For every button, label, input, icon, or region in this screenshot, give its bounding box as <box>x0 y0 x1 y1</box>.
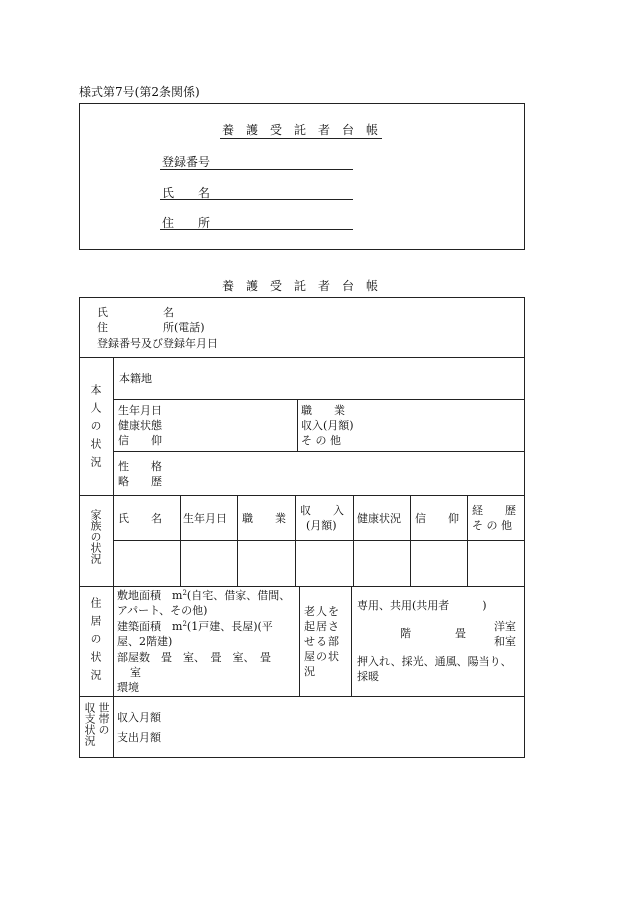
family-col-history: 経 歴 <box>472 504 516 517</box>
finance-section-label-2: 収支状況 <box>83 702 96 746</box>
cover-field-name: 氏 名 <box>162 186 211 200</box>
usage-label: 専用、共用(共用者 ) <box>357 599 487 612</box>
cover-title: 養 護 受 託 者 台 帳 <box>222 123 379 137</box>
housing-section-label: 住居の状況 <box>89 597 102 687</box>
floor-label: 階 畳 <box>400 627 466 640</box>
header-address: 住 所(電話) <box>97 321 205 334</box>
cover-title-underline <box>220 138 382 139</box>
cover-field-address-line <box>160 229 353 230</box>
domicile-label: 本籍地 <box>119 372 152 385</box>
site-area-line: 敷地面積 $m^2$(自宅、借家、借間、 <box>117 589 291 602</box>
character-label: 性 格 <box>118 460 162 473</box>
faith-label: 信 仰 <box>118 434 162 447</box>
western-room-label: 洋室 <box>494 620 516 633</box>
environment-label: 環境 <box>117 681 139 694</box>
history-label: 略 歴 <box>118 475 162 488</box>
family-col-income: 収 入 <box>300 504 344 517</box>
japanese-room-label: 和室 <box>494 635 516 648</box>
family-col-faith: 信 仰 <box>415 512 459 525</box>
birth-date-label: 生年月日 <box>118 404 162 417</box>
rooms-line: 部屋数 畳 室、 畳 室、 畳 <box>117 651 271 664</box>
family-section-label: 家族の状況 <box>89 509 102 564</box>
header-name: 氏 名 <box>97 306 174 319</box>
other-label: そ の 他 <box>301 434 341 447</box>
features-line: 押入れ、採光、通風、陽当り、 <box>357 655 512 668</box>
monthly-expense-label: 支出月額 <box>117 731 161 744</box>
ledger-table <box>79 297 525 758</box>
features-line-2: 採暖 <box>357 670 379 683</box>
ledger-title: 養 護 受 託 者 台 帳 <box>222 279 379 293</box>
family-col-job: 職 業 <box>242 512 286 525</box>
site-area-line-2: アパート、その他) <box>117 604 208 617</box>
header-registration: 登録番号及び登録年月日 <box>97 337 218 350</box>
form-number: 様式第7号(第2条関係) <box>79 85 200 99</box>
cover-field-address: 住 所 <box>162 216 211 230</box>
elder-room-label: 老人を起居させる部屋の状況 <box>304 605 340 678</box>
family-col-name: 氏 名 <box>118 512 162 525</box>
family-col-other: そ の 他 <box>472 519 512 532</box>
finance-section-label-1: 世帯の <box>97 702 110 735</box>
family-col-health: 健康状況 <box>357 512 401 525</box>
monthly-income-label: 収入月額 <box>117 711 161 724</box>
building-area-line: 建築面積 $m^2(1$戸建、長屋)(平 <box>117 620 273 633</box>
health-label: 健康状態 <box>118 419 162 432</box>
family-col-income-unit: (月額) <box>306 519 337 532</box>
cover-field-registration: 登録番号 <box>162 155 211 169</box>
person-section-label: 本人の状況 <box>89 384 102 474</box>
income-label: 収入(月額) <box>301 419 354 432</box>
rooms-line-2: 室 <box>130 666 141 679</box>
building-area-line-2: 屋、2階建) <box>117 635 173 648</box>
occupation-label: 職 業 <box>301 404 345 417</box>
cover-field-registration-line <box>160 169 353 170</box>
cover-field-name-line <box>160 199 353 200</box>
family-col-birth: 生年月日 <box>183 512 227 525</box>
